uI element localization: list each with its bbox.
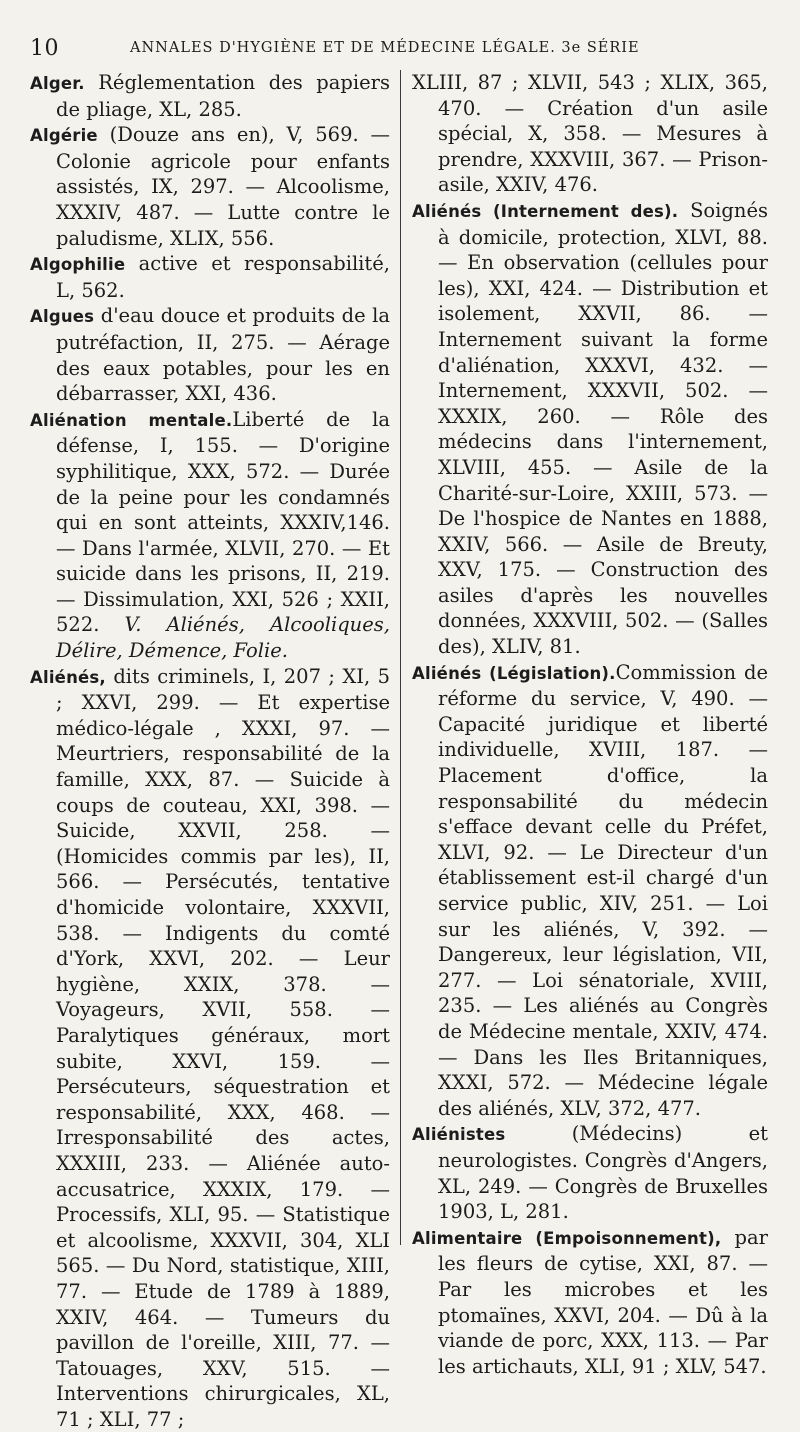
page-number: 10 xyxy=(30,36,59,61)
index-entry xyxy=(30,70,390,122)
entry-text: (Douze ans en), V, 569. — Colonie agricole pour enfants assistés, IX, 297. — Alcoolisme, XXXIV, 487. — Lutte contre le paludisme, XLIX, 556. xyxy=(56,123,390,250)
index-entry-continuation xyxy=(412,70,768,198)
entry-heading: Alger. xyxy=(30,74,85,93)
index-entry xyxy=(30,251,390,303)
entry-text: dits criminels, I, 207 ; XI, 5 ; XXVI, 299. — Et expertise médico-légale , XXXI, 97. — Meurtriers, responsabilité de la famille, XXX, 87. — Suicide à coups de couteau, XXI, 398. — Suicide, XXVII, 258. — (Homicides commis par les), II, 566. — Persécutés, tentative d'homicide volontaire, XXXVII, 538. — Indigents du comté d'York, XXVI, 202. — Leur hygiène, XXIX, 378. — Voyageurs, XVII, 558. — Paralytiques généraux, mort subite, XXVI, 159. — Persécuteurs, séquestration et responsabilité, XXX, 468. — Irresponsabilité des actes, XXXIII, 233. — Aliénée auto-accusatrice, XXXIX, 179. — Processifs, XLI, 95. — Statistique et alcoolisme, XXXVII, 304, XLI 565. — Du Nord, statistique, XIII, 77. — Etude de 1789 à 1889, XXIV, 464. — Tumeurs du pavillon de l'oreille, XIII, 77. — Tatouages, XXV, 515. — Interventions chirurgicales, XL, 71 ; XLI, 77 ; xyxy=(56,664,390,1431)
index-entry xyxy=(412,198,768,660)
entry-text: d'eau douce et produits de la putréfaction, II, 275. — Aérage des eaux potables, pour les en débarrasser, XXI, 436. xyxy=(56,304,390,406)
entry-text: Réglementation des papiers de pliage, XL, 285. xyxy=(56,71,390,121)
index-entry xyxy=(412,660,768,1122)
entry-heading: Aliénation mentale. xyxy=(30,410,233,430)
entry-text: (Médecins) et neurologistes. Congrès d'Angers, XL, 249. — Congrès de Bruxelles 1903, L, 281. xyxy=(438,1122,768,1224)
entry-heading: Alimentaire (Empoisonnement), xyxy=(412,1228,722,1248)
page-header xyxy=(30,36,770,66)
entry-heading: Aliénés (Internement des). xyxy=(412,201,679,221)
running-title: ANNALES D'HYGIÈNE ET DE MÉDECINE LÉGALE. 3e SÉRIE xyxy=(130,40,640,56)
entry-heading: Aliénés, xyxy=(30,667,106,687)
entry-cross-reference: V. Aliénés, Alcooliques, Délire, Démence, Folie. xyxy=(56,613,390,663)
index-entry xyxy=(30,407,390,664)
entry-text: par les fleurs de cytise, XXI, 87. — Par les microbes et les ptomaïnes, XXVI, 204. — Dû à la viande de porc, XXX, 113. — Par les artichauts, XLI, 91 ; XLV, 547. xyxy=(438,1225,768,1378)
entry-heading: Algérie xyxy=(30,126,98,146)
index-entry xyxy=(30,303,390,406)
index-entry xyxy=(30,664,390,1432)
entry-heading: Algues xyxy=(30,307,95,327)
entry-heading: Aliénés (Législation). xyxy=(412,663,616,683)
entry-text: Liberté de la défense, I, 155. — D'origine syphilitique, XXX, 572. — Durée de la peine pour les condamnés qui en sont atteints, XXXIV,146. — Dans l'armée, XLVII, 270. — Et suicide dans les prisons, II, 219. — Dissimulation, XXI, 526 ; XXII, 522. xyxy=(56,407,390,637)
index-entry xyxy=(30,122,390,251)
index-entry xyxy=(412,1121,768,1224)
index-entry xyxy=(412,1225,768,1380)
left-column xyxy=(30,70,390,1432)
entry-heading: Aliénistes xyxy=(412,1125,506,1145)
entry-text: Soignés à domicile, protection, XLVI, 88. — En observation (cellules pour les), XXI, 424. — Distribution et isolement, XXVII, 86. — Internement suivant la forme d'aliénation, XXXVI, 432. — Internement, XXXVII, 502. — XXXIX, 260. — Rôle des médecins dans l'internement, XLVIII, 455. — Asile de la Charité-sur-Loire, XXIII, 573. — De l'hospice de Nantes en 1888, XXIV, 566. — Asile de Breuty, XXV, 175. — Construction des asiles d'après les nouvelles données, XXXVIII, 502. — (Salles des), XLIV, 81. xyxy=(438,198,768,659)
entry-heading: Algophilie xyxy=(30,255,126,275)
entry-text: XLIII, 87 ; XLVII, 543 ; XLIX, 365, 470. — Création d'un asile spécial, X, 358. — Mesures à prendre, XXXVIII, 367. — Prison-asile, XXIV, 476. xyxy=(412,71,768,197)
entry-text: Commission de réforme du service, V, 490. — Capacité juridique et liberté individuelle, XVIII, 187. — Placement d'office, la responsabilité du médecin s'efface devant celle du Préfet, XLVI, 92. — Le Directeur d'un établissement est-il chargé d'un service public, XIV, 251. — Loi sur les aliénés, V, 392. — Dangereux, leur législation, VII, 277. — Loi sénatoriale, XVIII, 235. — Les aliénés au Congrès de Médecine mentale, XXIV, 474. — Dans les Iles Britanniques, XXXI, 572. — Médecine légale des aliénés, XLV, 372, 477. xyxy=(438,660,768,1120)
entry-text: active et responsabilité, L, 562. xyxy=(56,252,390,302)
column-divider xyxy=(400,70,401,1245)
right-column xyxy=(412,70,768,1379)
